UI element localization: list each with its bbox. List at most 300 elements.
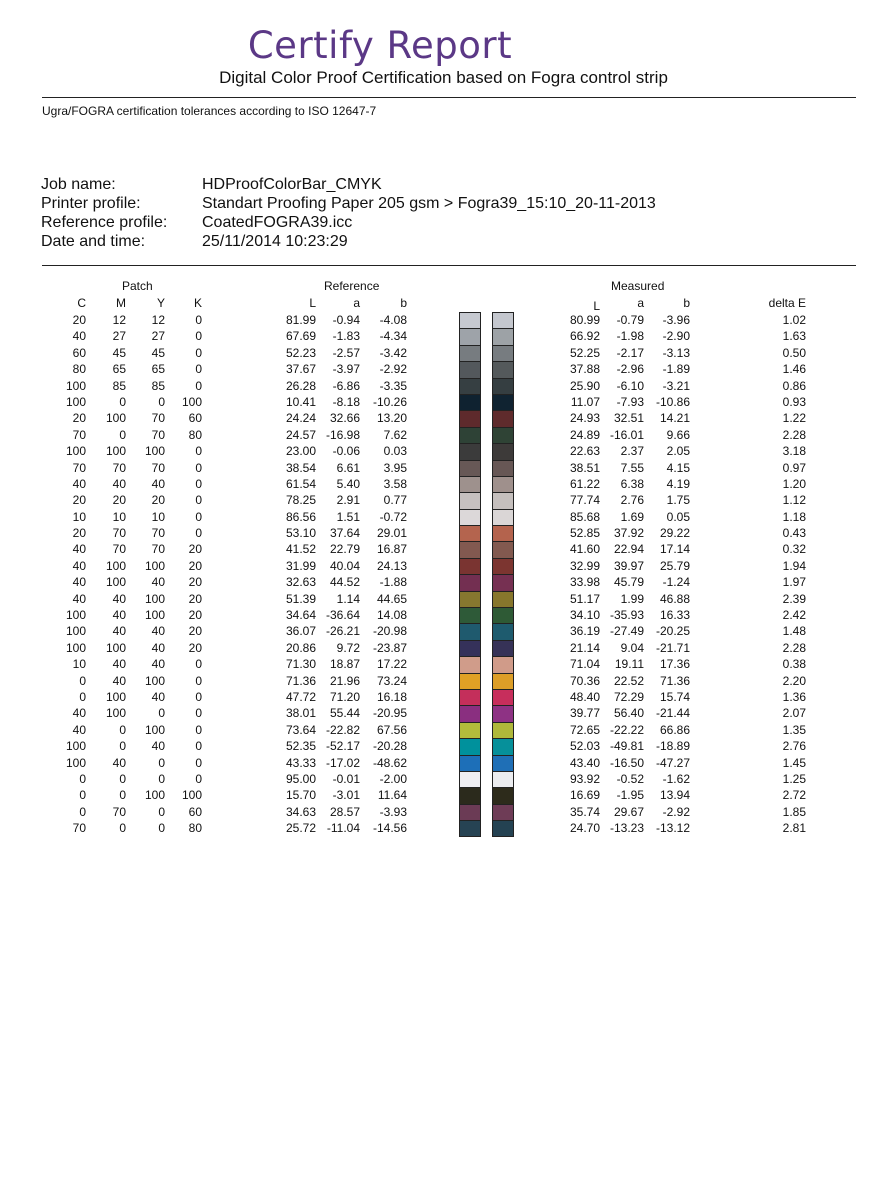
cell-ref-l: 71.36 [285, 673, 316, 688]
reference-swatch [459, 312, 481, 328]
cell-ref-l: 32.63 [285, 575, 316, 590]
measured-swatch [492, 755, 514, 771]
cell-delta-e: 1.97 [782, 575, 806, 590]
cell-c: 10 [72, 657, 86, 672]
cell-c: 40 [72, 558, 86, 573]
cell-m: 27 [112, 329, 126, 344]
cell-delta-e: 1.18 [782, 509, 806, 524]
cell-delta-e: 0.50 [782, 345, 806, 360]
cell-ref-a: 18.87 [329, 657, 360, 672]
cell-ref-l: 20.86 [285, 640, 316, 655]
reference-swatch [459, 443, 481, 459]
table-row [0, 378, 887, 394]
table-row [0, 771, 887, 787]
cell-k: 0 [195, 722, 202, 737]
cell-ref-b: 7.62 [383, 427, 407, 442]
table-row [0, 787, 887, 803]
cell-ref-l: 51.39 [285, 591, 316, 606]
cell-ref-b: -14.56 [372, 821, 407, 836]
cell-c: 0 [79, 788, 86, 803]
table-divider [42, 265, 856, 266]
col-header-y: Y [156, 296, 165, 310]
cell-ref-l: 67.69 [285, 329, 316, 344]
cell-meas-b: -1.62 [662, 771, 690, 786]
cell-meas-l: 24.93 [569, 411, 600, 426]
cell-ref-l: 41.52 [285, 542, 316, 557]
table-row [0, 427, 887, 443]
cell-ref-b: -4.08 [379, 313, 407, 327]
cell-delta-e: 1.94 [782, 558, 806, 573]
cell-m: 70 [112, 526, 126, 541]
cell-k: 0 [195, 476, 202, 491]
cell-ref-b: -4.34 [379, 329, 407, 344]
cell-ref-a: 37.64 [329, 526, 360, 541]
reference-swatch [459, 755, 481, 771]
cell-delta-e: 0.32 [782, 542, 806, 557]
col-header-delta-e: delta E [768, 296, 806, 310]
measured-swatch [492, 476, 514, 492]
cell-ref-b: 67.56 [376, 722, 407, 737]
cell-delta-e: 2.42 [782, 608, 806, 623]
cell-ref-a: 22.79 [329, 542, 360, 557]
cell-ref-a: -3.01 [332, 788, 360, 803]
measured-swatch [492, 492, 514, 508]
cell-c: 100 [65, 394, 86, 409]
cell-delta-e: 1.63 [782, 329, 806, 344]
table-row [0, 509, 887, 525]
cell-m: 0 [119, 394, 126, 409]
cell-delta-e: 2.76 [782, 739, 806, 754]
cell-ref-b: -10.26 [372, 394, 407, 409]
measured-swatch [492, 689, 514, 705]
cell-ref-a: 21.96 [329, 673, 360, 688]
cell-k: 80 [188, 427, 202, 442]
cell-meas-a: -16.01 [609, 427, 644, 442]
cell-c: 20 [72, 493, 86, 508]
table-row [0, 361, 887, 377]
cell-meas-b: -21.44 [655, 706, 690, 721]
cell-ref-b: 16.87 [376, 542, 407, 557]
cell-ref-b: 29.01 [376, 526, 407, 541]
cell-meas-a: 2.76 [620, 493, 644, 508]
date-row [41, 232, 656, 251]
table-row [0, 443, 887, 459]
cell-y: 27 [151, 329, 165, 344]
cell-ref-a: -0.01 [332, 771, 360, 786]
cell-meas-b: 15.74 [659, 689, 690, 704]
cell-delta-e: 1.36 [782, 689, 806, 704]
cell-ref-b: -2.00 [379, 771, 407, 786]
cell-y: 45 [151, 345, 165, 360]
cell-y: 10 [151, 509, 165, 524]
reference-swatch [459, 787, 481, 803]
cell-meas-l: 43.40 [569, 755, 600, 770]
reference-swatch [459, 623, 481, 639]
cell-meas-b: 25.79 [659, 558, 690, 573]
cell-y: 0 [158, 394, 165, 409]
table-row [0, 738, 887, 754]
table-row [0, 558, 887, 574]
cell-c: 70 [72, 460, 86, 475]
col-header-ref-l: L [309, 296, 316, 310]
reference-swatch [459, 541, 481, 557]
cell-m: 70 [112, 542, 126, 557]
cell-ref-l: 23.00 [285, 444, 316, 459]
cell-m: 100 [105, 706, 126, 721]
cell-meas-b: 0.05 [666, 509, 690, 524]
cell-delta-e: 1.20 [782, 476, 806, 491]
cell-m: 40 [112, 673, 126, 688]
cell-k: 0 [195, 362, 202, 377]
cell-delta-e: 2.39 [782, 591, 806, 606]
reference-swatch [459, 820, 481, 836]
reference-swatch [459, 705, 481, 721]
cell-ref-l: 81.99 [285, 313, 316, 327]
cell-ref-a: -3.97 [332, 362, 360, 377]
cell-meas-a: 6.38 [620, 476, 644, 491]
cell-y: 40 [151, 739, 165, 754]
cell-meas-l: 61.22 [569, 476, 600, 491]
measured-swatch [492, 804, 514, 820]
measured-swatch [492, 443, 514, 459]
reference-swatch [459, 328, 481, 344]
cell-meas-b: 17.14 [659, 542, 690, 557]
cell-ref-l: 38.54 [285, 460, 316, 475]
cell-meas-b: -10.86 [655, 394, 690, 409]
cell-m: 0 [119, 739, 126, 754]
cell-c: 0 [79, 804, 86, 819]
cell-meas-b: 46.88 [659, 591, 690, 606]
cell-meas-l: 37.88 [569, 362, 600, 377]
reference-swatch [459, 361, 481, 377]
cell-meas-a: 72.29 [613, 689, 644, 704]
cell-meas-b: 2.05 [666, 444, 690, 459]
cell-meas-l: 24.89 [569, 427, 600, 442]
cell-ref-b: -3.35 [379, 378, 407, 393]
col-header-ref-a: a [353, 296, 360, 310]
reference-swatch [459, 492, 481, 508]
measurement-table [0, 312, 887, 837]
cell-y: 0 [158, 706, 165, 721]
cell-delta-e: 1.48 [782, 624, 806, 639]
measured-swatch [492, 328, 514, 344]
reference-swatch [459, 574, 481, 590]
cell-k: 0 [195, 526, 202, 541]
cell-ref-b: 44.65 [376, 591, 407, 606]
cell-meas-b: 17.36 [659, 657, 690, 672]
cell-y: 0 [158, 804, 165, 819]
cell-delta-e: 0.97 [782, 460, 806, 475]
cell-ref-a: 28.57 [329, 804, 360, 819]
cell-y: 100 [144, 558, 165, 573]
cell-m: 40 [112, 657, 126, 672]
cell-c: 100 [65, 755, 86, 770]
table-row [0, 804, 887, 820]
cell-ref-l: 86.56 [285, 509, 316, 524]
cell-meas-a: 1.99 [620, 591, 644, 606]
cell-y: 40 [151, 640, 165, 655]
measured-swatch [492, 722, 514, 738]
cell-meas-l: 51.17 [569, 591, 600, 606]
cell-meas-b: -2.92 [662, 804, 690, 819]
measured-swatch [492, 460, 514, 476]
cell-delta-e: 2.81 [782, 821, 806, 836]
cell-y: 100 [144, 788, 165, 803]
table-row [0, 705, 887, 721]
measured-swatch [492, 378, 514, 394]
measured-swatch [492, 607, 514, 623]
cell-delta-e: 1.25 [782, 771, 806, 786]
measured-swatch [492, 345, 514, 361]
cell-k: 0 [195, 444, 202, 459]
cell-ref-a: -11.04 [326, 821, 360, 836]
cell-delta-e: 1.22 [782, 411, 806, 426]
measured-swatch [492, 640, 514, 656]
cell-meas-b: 16.33 [659, 608, 690, 623]
cell-y: 100 [144, 673, 165, 688]
cell-meas-a: 56.40 [613, 706, 644, 721]
col-header-meas-a: a [637, 296, 644, 310]
cell-meas-b: 9.66 [666, 427, 690, 442]
cell-meas-l: 34.10 [569, 608, 600, 623]
measured-swatch [492, 558, 514, 574]
cell-c: 20 [72, 313, 86, 327]
cell-meas-l: 52.03 [569, 739, 600, 754]
cell-ref-l: 43.33 [285, 755, 316, 770]
cell-k: 60 [188, 411, 202, 426]
col-header-ref-b: b [400, 296, 407, 310]
cell-meas-l: 71.04 [569, 657, 600, 672]
cell-meas-a: -0.52 [616, 771, 644, 786]
cell-meas-b: 4.15 [666, 460, 690, 475]
cell-delta-e: 1.85 [782, 804, 806, 819]
table-row [0, 492, 887, 508]
table-row [0, 623, 887, 639]
cell-delta-e: 0.93 [782, 394, 806, 409]
cell-m: 100 [105, 558, 126, 573]
cell-k: 0 [195, 345, 202, 360]
printer-profile-value: Standart Proofing Paper 205 gsm > Fogra39_15:10_20-11-2013 [202, 195, 656, 212]
reference-swatch [459, 345, 481, 361]
cell-meas-l: 66.92 [569, 329, 600, 344]
cell-meas-l: 77.74 [569, 493, 600, 508]
cell-c: 0 [79, 673, 86, 688]
cell-ref-b: 0.03 [383, 444, 407, 459]
reference-swatch [459, 673, 481, 689]
table-row [0, 673, 887, 689]
cell-meas-b: -21.71 [655, 640, 690, 655]
cell-m: 65 [112, 362, 126, 377]
cell-meas-b: 66.86 [659, 722, 690, 737]
reference-swatch [459, 689, 481, 705]
cell-k: 0 [195, 755, 202, 770]
measured-swatch [492, 509, 514, 525]
cell-ref-l: 38.01 [285, 706, 316, 721]
job-name-row [41, 175, 656, 194]
cell-meas-a: 22.52 [613, 673, 644, 688]
cell-ref-l: 31.99 [285, 558, 316, 573]
date-label: Date and time: [41, 233, 146, 250]
cell-ref-b: -3.42 [379, 345, 407, 360]
reference-swatch [459, 410, 481, 426]
cell-ref-a: -1.83 [332, 329, 360, 344]
cell-meas-a: -49.81 [609, 739, 644, 754]
cell-ref-a: 1.51 [336, 509, 360, 524]
cell-y: 40 [151, 476, 165, 491]
cell-ref-b: 11.64 [377, 788, 407, 803]
cell-k: 20 [188, 640, 202, 655]
cell-meas-a: 1.69 [620, 509, 644, 524]
cell-ref-a: 55.44 [329, 706, 360, 721]
cell-y: 40 [151, 624, 165, 639]
measured-swatch [492, 705, 514, 721]
cell-m: 100 [105, 444, 126, 459]
cell-c: 0 [79, 689, 86, 704]
cell-ref-a: -8.18 [332, 394, 360, 409]
cell-meas-a: 32.51 [613, 411, 644, 426]
cell-meas-a: -2.96 [616, 362, 644, 377]
cell-k: 100 [181, 788, 202, 803]
cell-delta-e: 0.43 [782, 526, 806, 541]
cell-k: 0 [195, 689, 202, 704]
cell-delta-e: 1.12 [782, 493, 806, 508]
cell-k: 20 [188, 624, 202, 639]
cell-meas-a: -13.23 [609, 821, 644, 836]
cell-meas-b: 14.21 [659, 411, 690, 426]
cell-meas-l: 38.51 [569, 460, 600, 475]
cell-k: 60 [188, 804, 202, 819]
cell-c: 40 [72, 476, 86, 491]
cell-c: 40 [72, 575, 86, 590]
table-row [0, 820, 887, 836]
cell-m: 0 [119, 427, 126, 442]
table-row [0, 312, 887, 328]
cell-ref-a: -26.21 [325, 624, 360, 639]
cell-y: 40 [151, 575, 165, 590]
cell-delta-e: 1.45 [782, 755, 806, 770]
cell-meas-a: -16.50 [609, 755, 644, 770]
cell-meas-b: -3.96 [662, 313, 690, 327]
cell-m: 0 [119, 821, 126, 836]
cell-m: 40 [112, 755, 126, 770]
cell-meas-l: 24.70 [569, 821, 600, 836]
col-header-meas-l: L [593, 299, 600, 313]
cell-meas-a: 22.94 [613, 542, 644, 557]
cell-ref-l: 24.57 [285, 427, 316, 442]
cell-y: 0 [158, 821, 165, 836]
cell-k: 0 [195, 378, 202, 393]
table-row [0, 541, 887, 557]
cell-meas-a: -27.49 [609, 624, 644, 639]
cell-delta-e: 0.38 [782, 657, 806, 672]
measured-swatch [492, 656, 514, 672]
cell-ref-l: 52.23 [285, 345, 316, 360]
cell-m: 100 [105, 640, 126, 655]
reference-group-header: Reference [324, 279, 380, 293]
cell-ref-l: 34.63 [285, 804, 316, 819]
table-row [0, 476, 887, 492]
cell-meas-b: -20.25 [655, 624, 690, 639]
cell-ref-b: -1.88 [379, 575, 407, 590]
cell-c: 70 [72, 821, 86, 836]
cell-k: 0 [195, 706, 202, 721]
measured-swatch [492, 394, 514, 410]
reference-swatch [459, 656, 481, 672]
cell-c: 60 [72, 345, 86, 360]
cell-m: 0 [119, 788, 126, 803]
cell-meas-b: 1.75 [666, 493, 690, 508]
reference-swatch [459, 427, 481, 443]
cell-meas-b: -3.21 [662, 378, 690, 393]
cell-m: 100 [105, 575, 126, 590]
cell-ref-l: 73.64 [285, 722, 316, 737]
cell-c: 10 [72, 509, 86, 524]
cell-ref-a: -52.17 [325, 739, 360, 754]
cell-m: 20 [112, 493, 126, 508]
measured-swatch [492, 591, 514, 607]
printer-profile-label: Printer profile: [41, 195, 141, 212]
measured-swatch [492, 820, 514, 836]
cell-meas-l: 32.99 [569, 558, 600, 573]
cell-delta-e: 1.35 [782, 722, 806, 737]
cell-c: 100 [65, 444, 86, 459]
cell-meas-a: -35.93 [609, 608, 644, 623]
measured-swatch [492, 738, 514, 754]
cell-ref-b: -20.98 [372, 624, 407, 639]
cell-meas-b: -47.27 [655, 755, 690, 770]
cell-meas-l: 25.90 [569, 378, 600, 393]
cell-c: 100 [65, 624, 86, 639]
cell-k: 0 [195, 460, 202, 475]
reference-swatch [459, 558, 481, 574]
report-title: Certify Report [247, 24, 513, 67]
cell-ref-a: 2.91 [336, 493, 360, 508]
cell-c: 40 [72, 722, 86, 737]
cell-m: 70 [112, 460, 126, 475]
cell-c: 100 [65, 739, 86, 754]
cell-meas-l: 70.36 [569, 673, 600, 688]
cell-meas-a: -0.79 [616, 313, 644, 327]
cell-c: 100 [65, 378, 86, 393]
cell-meas-l: 80.99 [569, 313, 600, 327]
cell-ref-l: 10.41 [285, 394, 316, 409]
cell-y: 70 [151, 427, 165, 442]
table-row [0, 755, 887, 771]
reference-swatch [459, 771, 481, 787]
table-row [0, 607, 887, 623]
cell-meas-a: -1.98 [616, 329, 644, 344]
cell-ref-a: -2.57 [332, 345, 360, 360]
cell-y: 20 [151, 493, 165, 508]
table-row [0, 574, 887, 590]
table-row [0, 689, 887, 705]
cell-ref-b: 16.18 [376, 689, 407, 704]
cell-meas-l: 16.69 [569, 788, 600, 803]
top-divider [42, 97, 856, 98]
cell-meas-b: 4.19 [666, 476, 690, 491]
cell-ref-a: 71.20 [329, 689, 360, 704]
cell-ref-l: 71.30 [285, 657, 316, 672]
cell-delta-e: 2.07 [782, 706, 806, 721]
cell-ref-l: 25.72 [285, 821, 316, 836]
cell-meas-b: 71.36 [659, 673, 690, 688]
cell-ref-a: -0.94 [332, 313, 360, 327]
col-header-k: K [193, 296, 202, 310]
cell-meas-a: 2.37 [620, 444, 644, 459]
cell-ref-a: -22.82 [325, 722, 360, 737]
cell-meas-l: 41.60 [569, 542, 600, 557]
job-name-label: Job name: [41, 176, 116, 193]
